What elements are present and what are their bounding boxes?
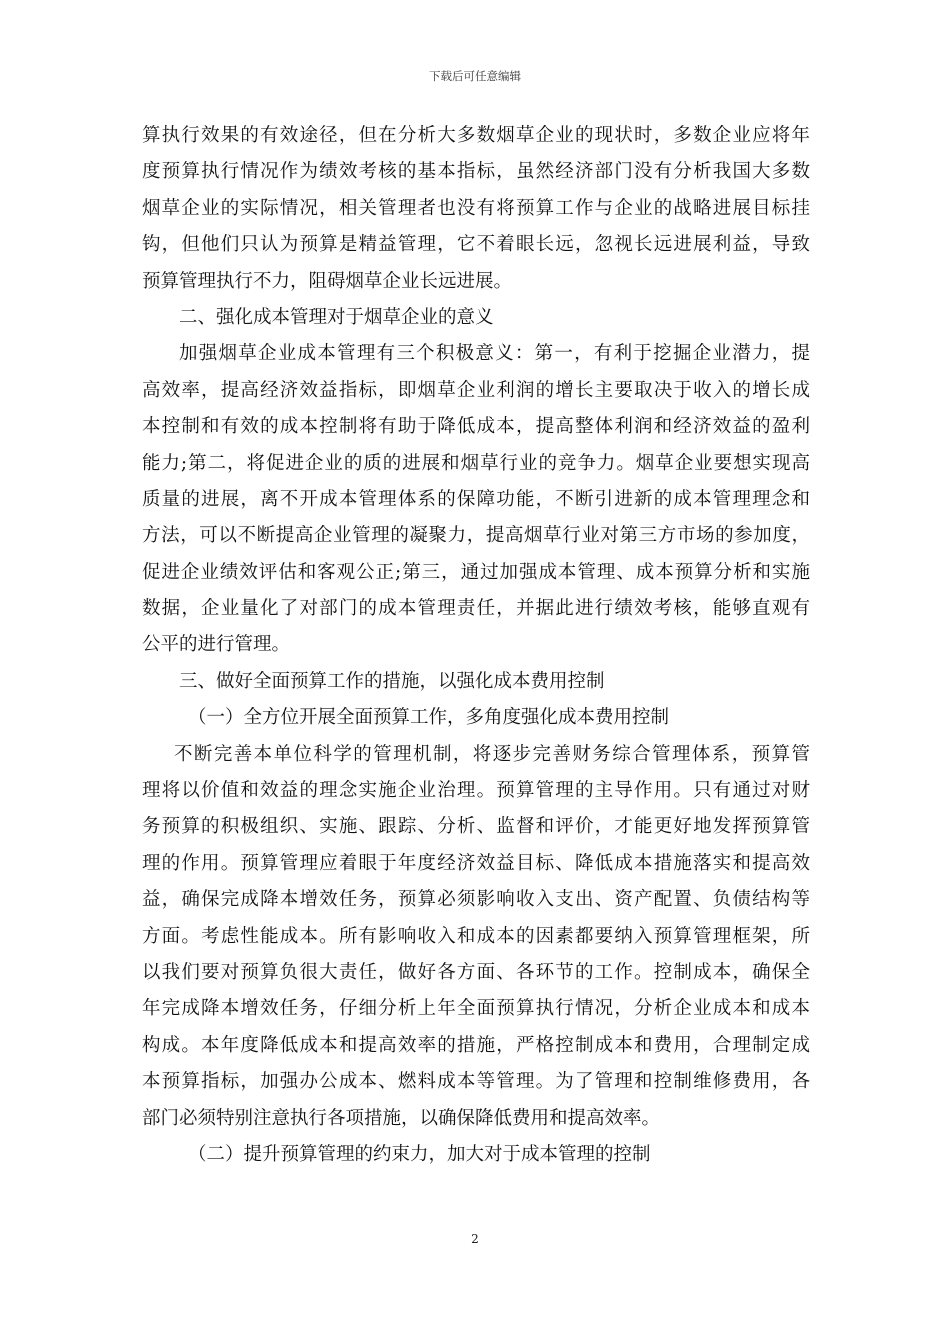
text-line: 本控制和有效的成本控制将有助于降低成本，提高整体利润和经济效益的盈利: [142, 416, 810, 438]
text-line: 预算管理执行不力，阻碍烟草企业长远进展。: [142, 270, 513, 292]
text-line: 质量的进展，离不开成本管理体系的保障功能，不断引进新的成本管理理念和: [142, 488, 810, 510]
text-line: 方法，可以不断提高企业管理的凝聚力，提高烟草行业对第三方市场的参加度，: [142, 525, 810, 547]
text-line: 益，确保完成降本增效任务，预算必须影响收入支出、资产配置、负债结构等: [142, 889, 810, 911]
text-line: 烟草企业的实际情况，相关管理者也没有将预算工作与企业的战略进展目标挂: [142, 197, 810, 219]
text-line: 理的作用。预算管理应着眼于年度经济效益目标、降低成本措施落实和提高效: [142, 852, 810, 874]
text-line: 方面。考虑性能成本。所有影响收入和成本的因素都要纳入预算管理框架，所: [142, 925, 810, 947]
text-line: 以我们要对预算负很大责任，做好各方面、各环节的工作。控制成本，确保全: [142, 961, 810, 983]
text-line: 算执行效果的有效途径，但在分析大多数烟草企业的现状时，多数企业应将年: [142, 125, 810, 146]
text-line: 三、做好全面预算工作的措施，以强化成本费用控制: [179, 670, 605, 692]
text-line: 度预算执行情况作为绩效考核的基本指标，虽然经济部门没有分析我国大多数: [142, 161, 810, 183]
text-line: 能力;第二，将促进企业的质的进展和烟草行业的竞争力。烟草企业要想实现高: [142, 452, 810, 474]
text-line: （二）提升预算管理的约束力，加大对于成本管理的控制: [188, 1143, 651, 1165]
text-line: 数据，企业量化了对部门的成本管理责任，并据此进行绩效考核，能够直观有: [142, 598, 810, 620]
text-line: 构成。本年度降低成本和提高效率的措施，严格控制成本和费用，合理制定成: [142, 1034, 810, 1056]
text-line: 部门必须特别注意执行各项措施，以确保降低费用和提高效率。: [142, 1107, 661, 1129]
text-line: 促进企业绩效评估和客观公正;第三，通过加强成本管理、成本预算分析和实施: [142, 561, 810, 583]
text-line: 理将以价值和效益的理念实施企业治理。预算管理的主导作用。只有通过对财: [142, 780, 810, 802]
text-line: 高效率，提高经济效益指标，即烟草企业利润的增长主要取决于收入的增长成: [142, 379, 810, 401]
text-line: 务预算的积极组织、实施、跟踪、分析、监督和评价，才能更好地发挥预算管: [142, 816, 810, 838]
page-header: 下载后可任意编辑: [429, 69, 521, 83]
text-line: 公平的进行管理。: [142, 634, 291, 656]
text-line: 加强烟草企业成本管理有三个积极意义：第一，有利于挖掘企业潜力，提: [179, 343, 810, 365]
document-body: [142, 118, 810, 1173]
text-line: 不断完善本单位科学的管理机制，将逐步完善财务综合管理体系，预算管: [174, 743, 810, 765]
text-line: 年完成降本增效任务，仔细分析上年全面预算执行情况，分析企业成本和成本: [142, 998, 810, 1020]
page-number: 2: [471, 1232, 479, 1246]
text-line: 本预算指标，加强办公成本、燃料成本等管理。为了管理和控制维修费用，各: [142, 1071, 810, 1093]
text-line: （一）全方位开展全面预算工作，多角度强化成本费用控制: [188, 707, 670, 729]
text-line: 二、强化成本管理对于烟草企业的意义: [179, 306, 494, 328]
text-line: 钩，但他们只认为预算是精益管理，它不着眼长远，忽视长远进展利益，导致: [142, 234, 810, 256]
